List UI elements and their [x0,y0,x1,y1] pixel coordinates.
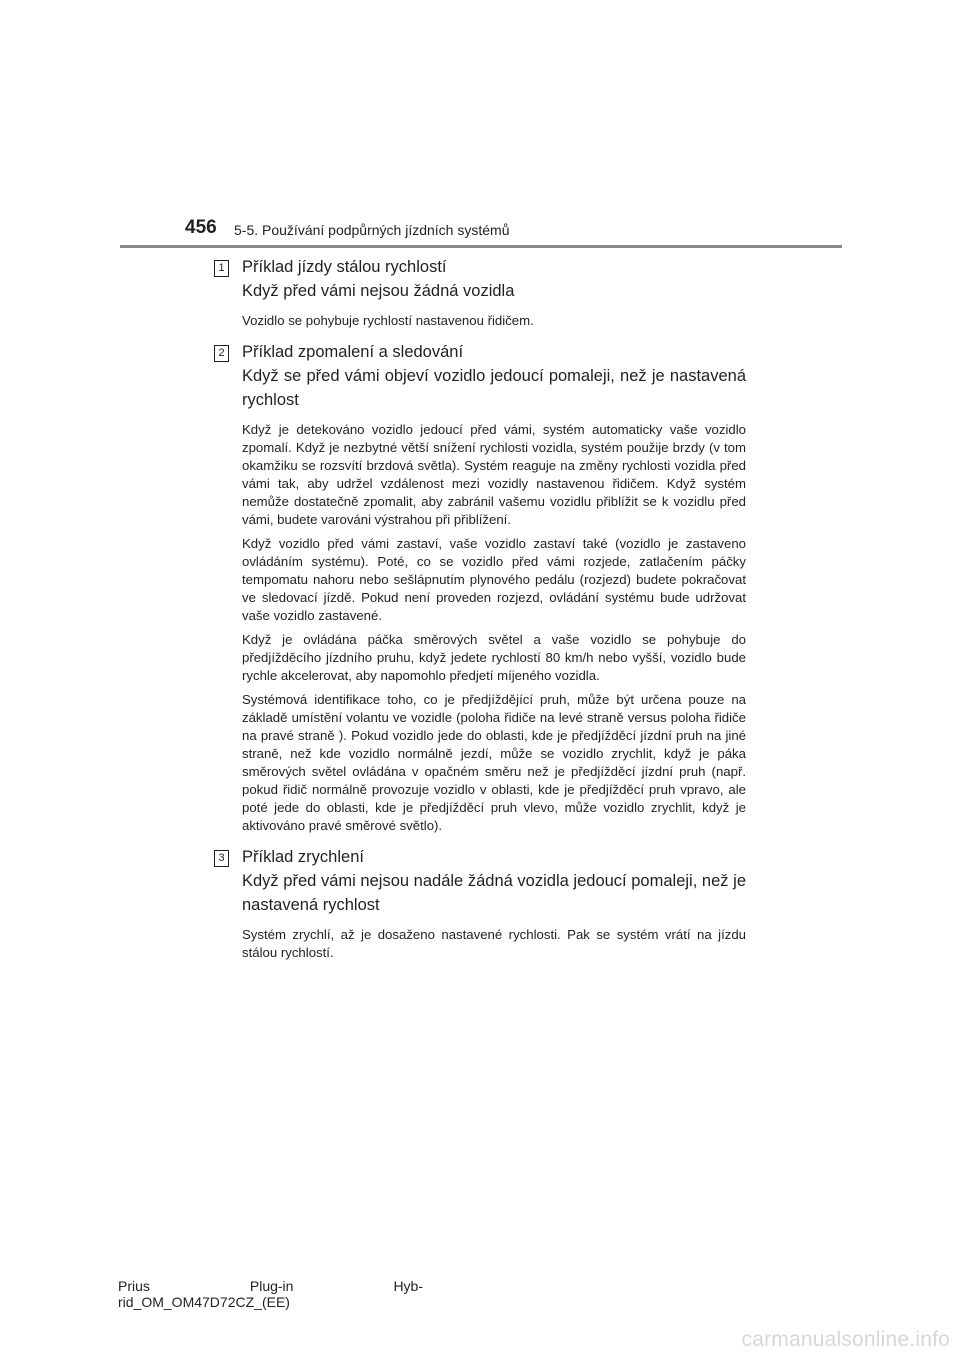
item-paragraph: Vozidlo se pohybuje rychlostí nastavenou řidičem. [242,313,534,328]
item-number-badge: 2 [214,345,229,362]
item-subtitle: Když se před vámi objeví vozidlo jedoucí pomaleji, než je nastavená rychlost [242,367,746,409]
section-header: 5-5. Používání podpůrných jízdních systémů [234,222,510,238]
footer-text: Prius [118,1278,150,1294]
list-item [214,845,746,962]
main-content [214,255,746,962]
item-subtitle: Když před vámi nejsou žádná vozidla [242,282,515,300]
list-item [214,255,746,330]
item-paragraph: Když vozidlo před vámi zastaví, vaše vozidlo zastaví také (vozidlo je zastaveno ovládáním systému). Poté, co se vozidlo před vámi rozjede, zatlačením páčky tempomatu nahoru nebo sešlápnutím plynového pedálu (rozjezd) budete pokračovat ve sledovací jízdě. Pokud není proveden rozjezd, ovládání systému bude udržovat vaše vozidlo zastavené. [242,536,746,623]
item-paragraph: Když je detekováno vozidlo jedoucí před vámi, systém automaticky vaše vozidlo zpomalí. Když je nezbytné větší snížení rychlosti vozidla, systém použije brzdy (v tom okamžiku se rozsvítí brzdová světla). Systém reaguje na změny rychlosti vozidla před vámi tak, aby udržel vzdálenost mezi vozidly nastavenou řidičem. Když systém nemůže dostatečně zpomalit, aby zabránil vašemu vozidlu přiblížit se k vozidlu před vámi, budete varováni výstrahou při přiblížení. [242,422,746,527]
footer-text: Plug-in [249,1278,294,1294]
item-title: Příklad zpomalení a sledování [242,343,464,361]
watermark: carmanualsonline.info [741,1328,950,1351]
item-subtitle: Když před vámi nejsou nadále žádná vozidla jedoucí pomaleji, než je nastavená rychlost [242,872,746,914]
item-title: Příklad zrychlení [242,848,364,866]
item-number-badge: 1 [214,260,229,277]
page-number: 456 [185,217,217,238]
header-divider [120,245,842,248]
footer-document-id [118,1278,423,1294]
item-paragraph: Když je ovládána páčka směrových světel a vaše vozidlo se pohybuje do předjížděcího jízdního pruhu, když jedete rychlostí 80 km/h nebo vyšší, vozidlo bude rychle akcelerovat, aby napomohlo předjetí míjeného vozidla. [242,632,746,683]
item-paragraph: Systém zrychlí, až je dosaženo nastavené rychlosti. Pak se systém vrátí na jízdu stálou rychlostí. [242,927,746,960]
list-item [214,340,746,835]
item-title: Příklad jízdy stálou rychlostí [242,258,447,276]
item-paragraph: Systémová identifikace toho, co je předjíždějící pruh, může být určena pouze na základě umístění volantu ve vozidle (poloha řidiče na levé straně versus poloha řidiče na pravé straně ). Pokud vozidlo jede do oblasti, kde je předjížděcí jízdní pruh na jiné straně, než kde vozidlo normálně jezdí, může se vozidlo zrychlit, když je páka směrových světel ovládána v opačném směru než je předjížděcí jízdní pruh (např. pokud řidič normálně provozuje vozidlo v oblasti, kde je předjížděcí pruh vpravo, ale poté jede do oblasti, kde je předjížděcí pruh vlevo, může vozidlo zrychlit, když je aktivováno pravé směrové světlo). [242,692,746,833]
item-number-badge: 3 [214,850,229,867]
footer-document-code: rid_OM_OM47D72CZ_(EE) [118,1294,290,1310]
footer-text: Hyb- [393,1278,423,1294]
